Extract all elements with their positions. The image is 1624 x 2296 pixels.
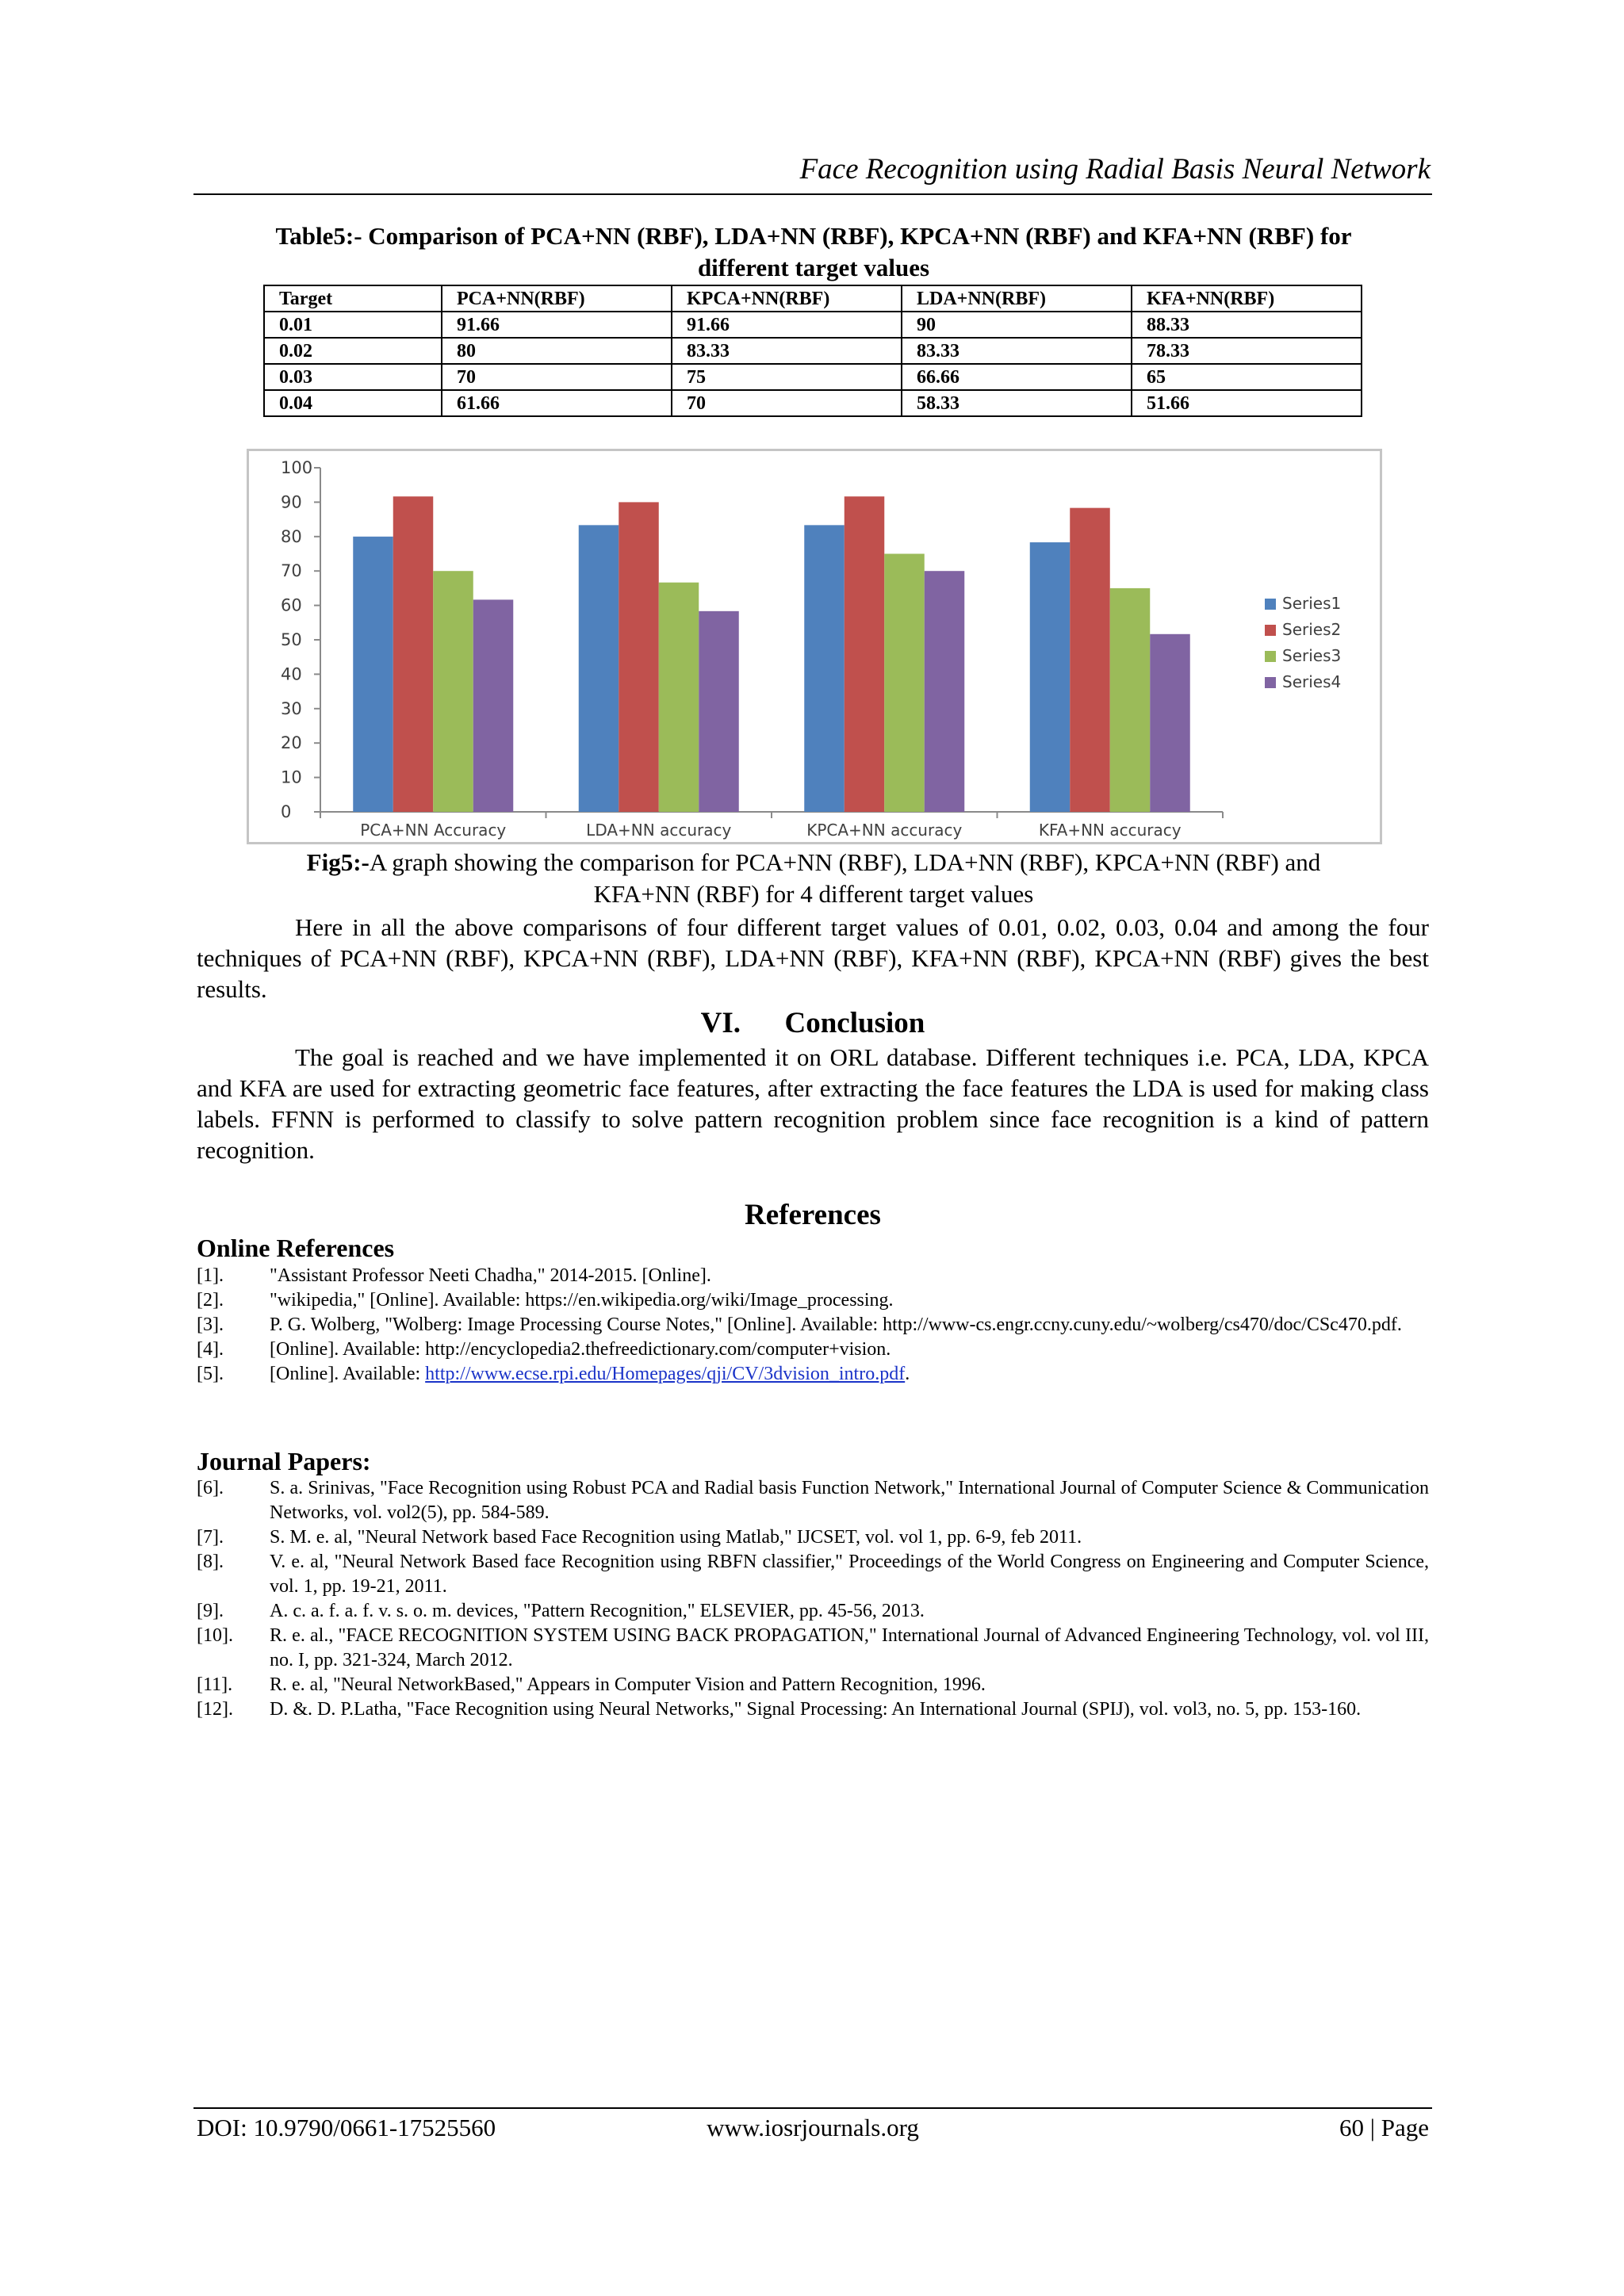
bar xyxy=(1110,588,1151,812)
bar-chart xyxy=(247,449,1382,844)
reference-text: A. c. a. f. a. f. v. s. o. m. devices, "Pattern Recognition," ELSEVIER, pp. 45-56, 2013. xyxy=(270,1601,925,1621)
x-category-label: KPCA+NN accuracy xyxy=(806,821,963,840)
table-cell: 91.66 xyxy=(672,312,902,338)
table-cell: 78.33 xyxy=(1132,338,1362,364)
reference-text: D. &. D. P.Latha, "Face Recognition using Neural Networks," Signal Processing: An International Journal (SPIJ), vol. vol3, no. 5, pp. 153-160. xyxy=(270,1699,1362,1720)
bar xyxy=(659,583,699,812)
reference-number: [11]. xyxy=(197,1674,233,1695)
table-cell: 65 xyxy=(1132,364,1362,390)
figure-caption-line-2: KFA+NN (RBF) for 4 different target values xyxy=(593,880,1034,908)
table-cell: 61.66 xyxy=(442,390,672,416)
table-row xyxy=(264,338,1362,364)
references-heading: References xyxy=(745,1199,881,1231)
figure-caption xyxy=(198,847,1429,910)
footer-site: www.iosrjournals.org xyxy=(707,2114,919,2141)
x-category-label: PCA+NN Accuracy xyxy=(360,821,507,840)
conclusion-heading: VI. Conclusion xyxy=(700,1007,925,1039)
bar xyxy=(473,599,514,812)
reference-number: [12]. xyxy=(197,1699,233,1720)
y-tick-label: 80 xyxy=(281,526,302,546)
bar-chart-svg xyxy=(249,451,1380,842)
bar xyxy=(804,525,845,812)
table-cell: 80 xyxy=(442,338,672,364)
table-cell: 0.02 xyxy=(264,338,442,364)
reference-item xyxy=(197,1313,1429,1337)
reference-number: [7]. xyxy=(197,1527,224,1548)
reference-number: [3]. xyxy=(197,1314,224,1335)
bar xyxy=(619,502,659,812)
footer-doi: DOI: 10.9790/0661-17525560 xyxy=(197,2114,496,2141)
reference-text: [Online]. Available: http://encyclopedia2.thefreedictionary.com/computer+vision. xyxy=(270,1339,891,1360)
table-cell: 83.33 xyxy=(672,338,902,364)
bar xyxy=(925,571,965,812)
bar xyxy=(353,537,393,812)
table-cell: 0.04 xyxy=(264,390,442,416)
table-header-cell: Target xyxy=(264,285,442,312)
table-cell: 0.01 xyxy=(264,312,442,338)
reference-item xyxy=(197,1337,1429,1362)
legend-label: Series2 xyxy=(1282,620,1342,639)
bar xyxy=(433,571,473,812)
reference-item xyxy=(197,1264,1429,1288)
legend-label: Series4 xyxy=(1282,672,1342,691)
table-caption-line-2: different target values xyxy=(697,254,930,281)
reference-number: [4]. xyxy=(197,1339,224,1360)
bar xyxy=(1150,634,1190,812)
reference-number: [9]. xyxy=(197,1601,224,1621)
reference-item xyxy=(197,1476,1429,1525)
table-row xyxy=(264,364,1362,390)
y-tick-label: 10 xyxy=(281,767,302,787)
online-references-list xyxy=(197,1264,1429,1387)
reference-item xyxy=(197,1288,1429,1313)
table-caption-line-1: Table5:- Comparison of PCA+NN (RBF), LDA+NN (RBF), KPCA+NN (RBF) and KFA+NN (RBF) for xyxy=(275,222,1352,250)
table-cell: 51.66 xyxy=(1132,390,1362,416)
figure-caption-label: Fig5:- xyxy=(306,848,370,876)
table-cell: 90 xyxy=(902,312,1132,338)
header-rule xyxy=(193,193,1432,195)
bar xyxy=(1030,542,1071,812)
bar xyxy=(1070,508,1110,812)
table-cell: 0.03 xyxy=(264,364,442,390)
footer-rule xyxy=(193,2107,1432,2109)
bar xyxy=(579,525,619,812)
table-header-cell: LDA+NN(RBF) xyxy=(902,285,1132,312)
reference-number: [6]. xyxy=(197,1478,224,1498)
reference-text: P. G. Wolberg, "Wolberg: Image Processing Course Notes," [Online]. Available: http://www-cs.engr.ccny.cuny.edu/~wolberg/cs470/doc/CSc470.pdf. xyxy=(270,1314,1402,1335)
table-cell: 66.66 xyxy=(902,364,1132,390)
table-cell: 70 xyxy=(672,390,902,416)
online-references-heading: Online References xyxy=(197,1234,395,1262)
reference-item xyxy=(197,1673,1429,1697)
y-tick-label: 0 xyxy=(281,802,292,821)
y-tick-label: 20 xyxy=(281,733,302,753)
y-tick-label: 30 xyxy=(281,698,302,718)
reference-text: R. e. al, "Neural NetworkBased," Appears in Computer Vision and Pattern Recognition, 1996. xyxy=(270,1674,986,1695)
reference-link[interactable]: http://www.ecse.rpi.edu/Homepages/qji/CV/3dvision_intro.pdf xyxy=(425,1364,906,1384)
reference-item xyxy=(197,1362,1429,1387)
conclusion-paragraph: The goal is reached and we have implemented it on ORL database. Different techniques i.e. PCA, LDA, KPCA and KFA are used for extracting geometric face features, after extracting the face features the LDA is used for making class labels. FFNN is performed to classify to solve pattern recognition problem since face recognition is a kind of pattern recognition. xyxy=(197,1043,1429,1164)
y-tick-label: 100 xyxy=(281,458,313,477)
reference-number: [10]. xyxy=(197,1625,233,1646)
results-table xyxy=(263,285,1362,417)
y-tick-label: 40 xyxy=(281,664,302,684)
y-tick-label: 50 xyxy=(281,630,302,649)
table-cell: 83.33 xyxy=(902,338,1132,364)
legend-swatch xyxy=(1265,599,1276,610)
legend-swatch xyxy=(1265,677,1276,688)
table-caption xyxy=(198,220,1429,284)
figure-caption-text: A graph showing the comparison for PCA+NN (RBF), LDA+NN (RBF), KPCA+NN (RBF) and xyxy=(369,848,1321,876)
y-tick-label: 60 xyxy=(281,595,302,615)
reference-text-prefix: [Online]. Available: xyxy=(270,1364,426,1384)
table-header-cell: KPCA+NN(RBF) xyxy=(672,285,902,312)
journal-references-list xyxy=(197,1476,1429,1722)
table-cell: 58.33 xyxy=(902,390,1132,416)
reference-item xyxy=(197,1599,1429,1624)
y-tick-label: 70 xyxy=(281,561,302,581)
table-row xyxy=(264,390,1362,416)
reference-item xyxy=(197,1525,1429,1550)
footer-page-number: 60 | Page xyxy=(1339,2114,1429,2141)
reference-number: [1]. xyxy=(197,1265,224,1286)
legend-swatch xyxy=(1265,625,1276,636)
table-cell: 70 xyxy=(442,364,672,390)
table-header-row xyxy=(264,285,1362,312)
reference-text: V. e. al, "Neural Network Based face Recognition using RBFN classifier," Proceedings of the World Congress on Engineering and Computer Science, vol. 1, pp. 19-21, 2011. xyxy=(270,1552,1429,1597)
table-cell: 91.66 xyxy=(442,312,672,338)
reference-number: [2]. xyxy=(197,1290,224,1311)
journal-papers-heading: Journal Papers: xyxy=(197,1447,371,1475)
legend-label: Series1 xyxy=(1282,594,1342,613)
results-paragraph: Here in all the above comparisons of four different target values of 0.01, 0.02, 0.03, 0.04 and among the four techniques of PCA+NN (RBF), KPCA+NN (RBF), LDA+NN (RBF), KFA+NN (RBF), KPCA+NN (RBF) gives the best results. xyxy=(197,913,1429,1003)
bar xyxy=(393,496,434,812)
legend-swatch xyxy=(1265,651,1276,662)
legend-label: Series3 xyxy=(1282,646,1342,665)
reference-text: "Assistant Professor Neeti Chadha," 2014-2015. [Online]. xyxy=(270,1265,711,1286)
table-row xyxy=(264,312,1362,338)
table-header-cell: PCA+NN(RBF) xyxy=(442,285,672,312)
reference-text xyxy=(270,1362,1429,1387)
y-tick-label: 90 xyxy=(281,492,302,512)
reference-text: S. M. e. al, "Neural Network based Face Recognition using Matlab," IJCSET, vol. vol 1, pp. 6-9, feb 2011. xyxy=(270,1527,1082,1548)
reference-item xyxy=(197,1624,1429,1673)
reference-text-suffix: . xyxy=(905,1364,910,1384)
reference-item xyxy=(197,1697,1429,1722)
figure-caption-line-1 xyxy=(198,847,1429,878)
bar xyxy=(845,496,885,812)
bar xyxy=(699,611,739,812)
reference-number: [5]. xyxy=(197,1364,224,1384)
reference-text: R. e. al., "FACE RECOGNITION SYSTEM USING BACK PROPAGATION," International Journal of Advanced Engineering Technology, vol. vol III, no. I, pp. 321-324, March 2012. xyxy=(270,1625,1429,1670)
table-cell: 88.33 xyxy=(1132,312,1362,338)
bar xyxy=(884,554,925,813)
reference-text: S. a. Srinivas, "Face Recognition using Robust PCA and Radial basis Function Network," International Journal of Computer Science & Communication Networks, vol. vol2(5), pp. 584-589. xyxy=(270,1478,1429,1523)
x-category-label: KFA+NN accuracy xyxy=(1038,821,1182,840)
reference-text: "wikipedia," [Online]. Available: https://en.wikipedia.org/wiki/Image_processing. xyxy=(270,1290,894,1311)
table-cell: 75 xyxy=(672,364,902,390)
table-header-cell: KFA+NN(RBF) xyxy=(1132,285,1362,312)
reference-item xyxy=(197,1550,1429,1599)
running-title: Face Recognition using Radial Basis Neural Network xyxy=(799,153,1431,186)
x-category-label: LDA+NN accuracy xyxy=(586,821,732,840)
reference-number: [8]. xyxy=(197,1552,224,1572)
